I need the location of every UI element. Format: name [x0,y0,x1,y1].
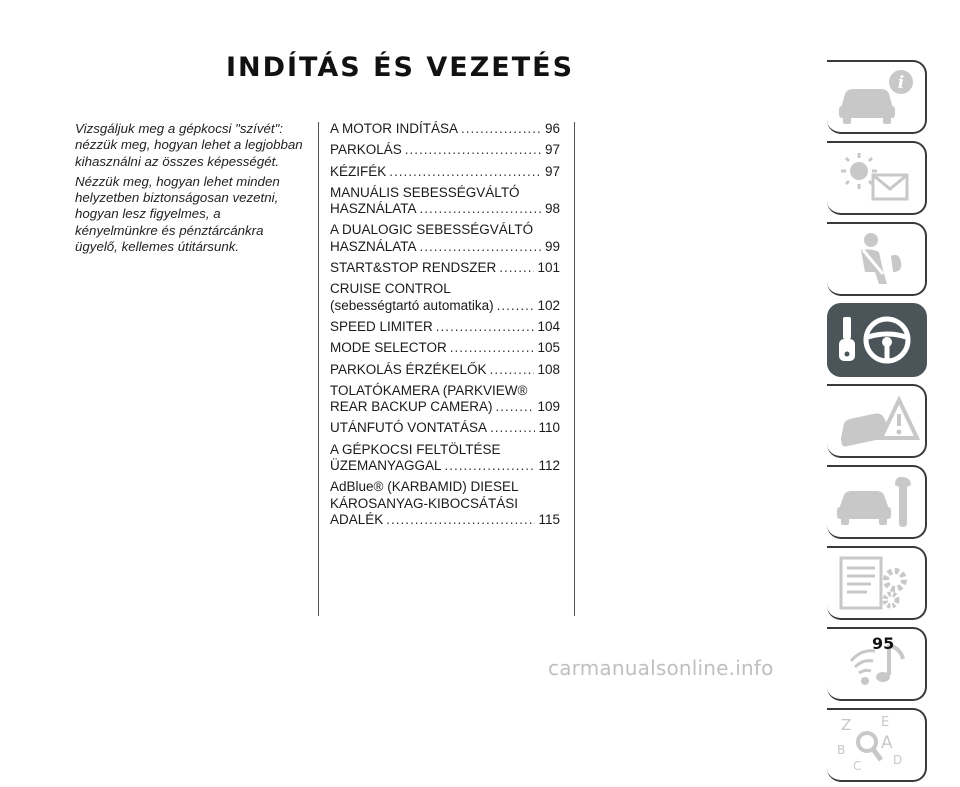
intro-paragraph: Vizsgáljuk meg a gépkocsi "szívét": nézzük meg, hogyan lehet a legjobban kihasználni az összes képességét. [75,121,303,169]
toc-page-number: 97 [544,142,560,158]
tab-starting-driving[interactable] [825,301,930,380]
toc-entry-title: HASZNÁLATA [330,238,417,254]
toc-leader-dots [450,340,535,356]
tab-warning-lights[interactable] [825,139,930,218]
toc-entry-title: A MOTOR INDÍTÁSA [330,121,459,136]
toc-entry[interactable] [330,260,560,276]
toc-leader-dots [436,319,535,335]
toc-entry-title-line: A DUALOGIC SEBESSÉGVÁLTÓ [330,222,534,238]
toc-entry-title: PARKOLÁS ÉRZÉKELŐK [330,361,487,377]
tab-car-info[interactable] [825,58,930,137]
emergency-triangle-car-icon [831,388,923,454]
toc-leader-dots [420,201,542,217]
tab-maintenance[interactable] [825,463,930,542]
toc-entry[interactable] [330,479,560,528]
toc-leader-dots [420,239,542,255]
toc-entry-title-line: AdBlue® (KARBAMID) DIESEL [330,479,519,495]
tab-technical-data[interactable] [825,544,930,623]
toc-entry-title-line: MANUÁLIS SEBESSÉGVÁLTÓ [330,184,520,200]
toc-entry-title: PARKOLÁS [330,142,402,158]
alphabetical-index-icon [831,712,923,778]
toc-entry-title: KÉZIFÉK [330,163,387,179]
warning-lights-message-icon [831,145,923,211]
toc-leader-dots [490,420,535,436]
page-number: 95 [872,634,895,653]
toc-page-number: 99 [544,238,560,254]
toc-entry[interactable] [330,121,560,137]
toc-entry[interactable] [330,222,560,255]
column-divider [574,122,575,616]
toc-entry-title-line: A GÉPKOCSI FELTÖLTÉSE [330,441,501,457]
toc-leader-dots [445,458,536,474]
column-divider [318,122,319,616]
toc-entry[interactable] [330,164,560,180]
toc-leader-dots [499,260,534,276]
toc-entry-title: START&STOP RENDSZER [330,260,497,276]
toc-entry-title: MODE SELECTOR [330,340,447,356]
toc-page-number: 112 [538,458,560,474]
toc-entry-title: ADALÉK [330,511,384,527]
intro-text [75,121,305,259]
toc-leader-dots [386,512,535,528]
toc-leader-dots [490,362,535,378]
car-info-icon [831,64,923,130]
toc-entry[interactable] [330,319,560,335]
toc-entry-title: ÜZEMANYAGGAL [330,458,442,474]
toc-page-number: 110 [538,420,560,436]
toc-page-number: 109 [537,399,560,415]
toc-page-number: 104 [537,318,560,334]
index-letter: B [837,743,846,757]
tab-safety[interactable] [825,220,930,299]
toc-entry-title: UTÁNFUTÓ VONTATÁSA [330,420,488,436]
toc-leader-dots [405,142,542,158]
toc-entry[interactable] [330,142,560,158]
watermark: carmanualsonline.info [548,656,774,680]
toc-leader-dots [461,121,542,137]
toc-page-number: 97 [544,163,560,179]
toc-page-number: 96 [544,121,560,136]
seatbelt-airbag-icon [831,226,923,292]
svg-text:i: i [897,73,905,93]
key-steering-wheel-icon [831,307,923,373]
toc-entry[interactable] [330,420,560,436]
toc-page-number: 101 [537,260,560,276]
toc-entry[interactable] [330,281,560,314]
toc-page-number: 108 [537,361,560,377]
toc-entry-title-line: TOLATÓKAMERA (PARKVIEW® [330,382,528,398]
index-letter: Z [841,716,852,734]
toc-entry[interactable] [330,383,560,416]
toc-entry[interactable] [330,185,560,218]
toc-entry-title: HASZNÁLATA [330,201,417,217]
page-title: INDÍTÁS ÉS VEZETÉS [225,52,575,83]
toc-entry-title: (sebességtartó automatika) [330,297,494,313]
tab-index[interactable] [825,706,930,785]
toc-entry-title: REAR BACKUP CAMERA) [330,399,493,415]
toc-entry-title-line: KÁROSANYAG-KIBOCSÁTÁSI [330,495,519,511]
toc-entry[interactable] [330,362,560,378]
toc-entry-title: SPEED LIMITER [330,318,433,334]
chapter-tabs [825,58,930,787]
intro-paragraph: Nézzük meg, hogyan lehet minden helyzetben biztonságosan vezetni, hogyan lesz figyelmes, a kényelmünkre és pénztárcánkra ügyelő, kellemes útitársunk. [75,173,280,255]
toc-leader-dots [497,298,535,314]
toc-page-number: 102 [537,297,560,313]
technical-data-gears-icon [831,550,923,616]
index-letter: E [881,715,890,730]
index-letter: C [853,759,862,773]
index-letter: D [893,753,903,767]
toc-entry-title-line: CRUISE CONTROL [330,281,451,297]
toc-leader-dots [389,164,542,180]
toc-entry[interactable] [330,340,560,356]
car-maintenance-wrench-icon [831,469,923,535]
toc-page-number: 98 [544,201,560,217]
toc-entry[interactable] [330,442,560,475]
toc-leader-dots [496,399,535,415]
tab-emergency[interactable] [825,382,930,461]
table-of-contents [330,121,560,533]
toc-page-number: 105 [537,340,560,356]
index-letter: A [881,733,893,753]
toc-page-number: 115 [538,511,560,527]
